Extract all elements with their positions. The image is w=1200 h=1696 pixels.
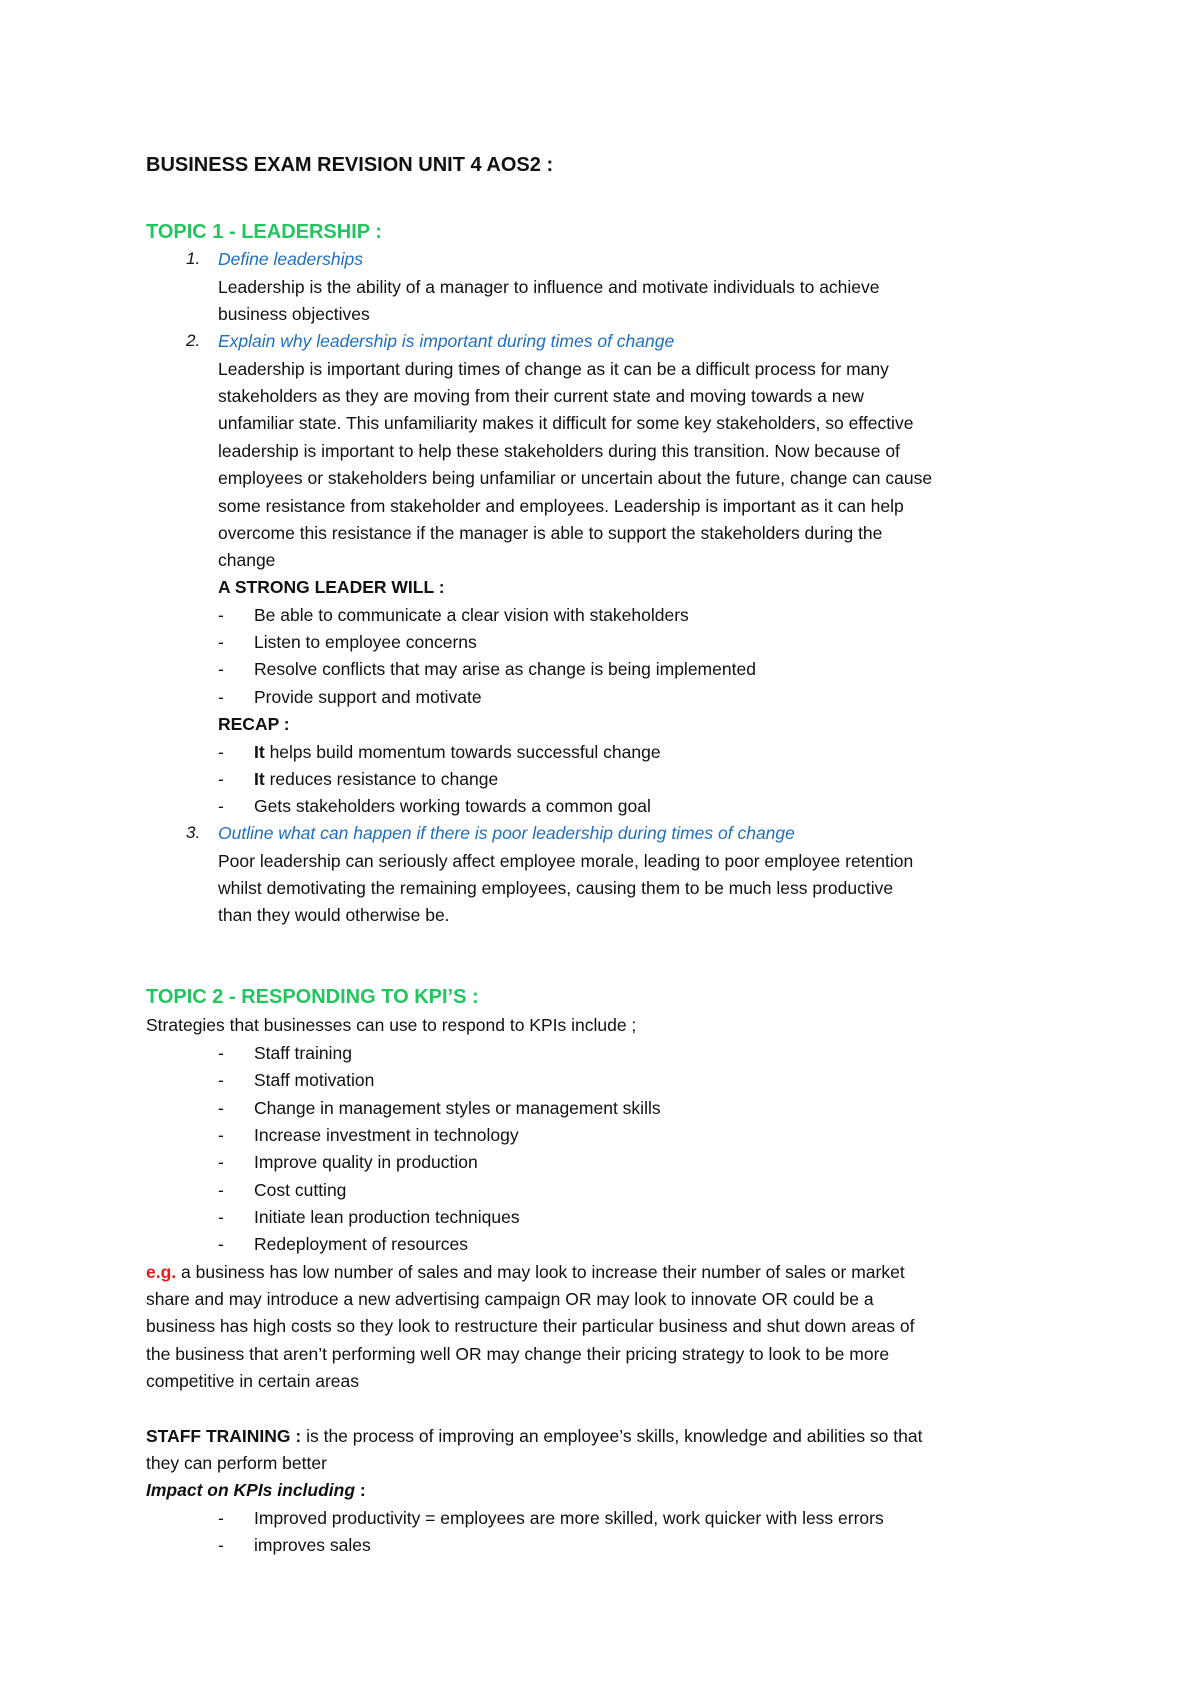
bullet-dash: - bbox=[218, 742, 224, 762]
strong-leader-item: Provide support and motivate bbox=[254, 687, 482, 707]
q2-answer-line: stakeholders as they are moving from their current state and moving towards a new bbox=[218, 386, 864, 406]
bullet-dash: - bbox=[218, 1180, 224, 1200]
bullet-dash: - bbox=[218, 632, 224, 652]
bullet-dash: - bbox=[218, 1508, 224, 1528]
q2-answer-line: change bbox=[218, 550, 276, 570]
bullet-dash: - bbox=[218, 796, 224, 816]
staff-training-label: STAFF TRAINING : bbox=[146, 1426, 302, 1446]
bullet-dash: - bbox=[218, 1125, 224, 1145]
example-line: business has high costs so they look to restructure their particular business and shut down areas of bbox=[146, 1316, 915, 1336]
strategy-item: Initiate lean production techniques bbox=[254, 1207, 520, 1227]
example-label: e.g. bbox=[146, 1262, 177, 1282]
q2-answer-line: employees or stakeholders being unfamiliar or uncertain about the future, change can cause bbox=[218, 468, 933, 488]
q3-answer-line: Poor leadership can seriously affect employee morale, leading to poor employee retention bbox=[218, 851, 914, 871]
strategy-item: Staff motivation bbox=[254, 1070, 375, 1090]
recap-item-text: Gets stakeholders working towards a common goal bbox=[254, 796, 651, 816]
bullet-dash: - bbox=[218, 1234, 224, 1254]
bullet-dash: - bbox=[218, 1152, 224, 1172]
q2-answer-line: unfamiliar state. This unfamiliarity makes it difficult for some key stakeholders, so effective bbox=[218, 413, 914, 433]
bullet-dash: - bbox=[218, 687, 224, 707]
strong-leader-item: Resolve conflicts that may arise as change is being implemented bbox=[254, 659, 756, 679]
impact-heading bbox=[146, 1480, 366, 1500]
bullet-dash: - bbox=[218, 659, 224, 679]
q2-answer-line: leadership is important to help these stakeholders during this transition. Now because of bbox=[218, 441, 900, 461]
recap-item bbox=[254, 796, 651, 816]
bullet-dash: - bbox=[218, 1043, 224, 1063]
topic-1-heading: TOPIC 1 - LEADERSHIP : bbox=[146, 221, 382, 243]
recap-item-text: reduces resistance to change bbox=[264, 769, 499, 789]
q2-answer-line: overcome this resistance if the manager is able to support the stakeholders during the bbox=[218, 523, 883, 543]
recap-heading: RECAP : bbox=[218, 714, 290, 734]
strategy-item: Increase investment in technology bbox=[254, 1125, 519, 1145]
recap-item bbox=[254, 742, 661, 762]
topic-2-intro: Strategies that businesses can use to respond to KPIs include ; bbox=[146, 1015, 637, 1035]
strategy-item: Improve quality in production bbox=[254, 1152, 478, 1172]
strategy-item: Cost cutting bbox=[254, 1180, 347, 1200]
example-line: share and may introduce a new advertising campaign OR may look to innovate OR could be a bbox=[146, 1289, 874, 1309]
recap-item bbox=[254, 769, 498, 789]
staff-training-text: is the process of improving an employee’s skills, knowledge and abilities so that bbox=[301, 1426, 923, 1446]
document-title: BUSINESS EXAM REVISION UNIT 4 AOS2 : bbox=[146, 154, 554, 176]
q3-question: Outline what can happen if there is poor leadership during times of change bbox=[218, 823, 795, 843]
example-text: a business has low number of sales and may look to increase their number of sales or market bbox=[176, 1262, 905, 1282]
q2-number: 2. bbox=[186, 331, 201, 350]
impact-item: improves sales bbox=[254, 1535, 371, 1555]
q2-question: Explain why leadership is important during times of change bbox=[218, 331, 675, 351]
q2-answer-line: some resistance from stakeholder and employees. Leadership is important as it can help bbox=[218, 496, 904, 516]
strong-leader-heading: A STRONG LEADER WILL : bbox=[218, 577, 445, 597]
recap-item-bold: It bbox=[254, 742, 265, 762]
bullet-dash: - bbox=[218, 605, 224, 625]
q1-number: 1. bbox=[186, 249, 201, 268]
strategy-item: Staff training bbox=[254, 1043, 352, 1063]
bullet-dash: - bbox=[218, 1098, 224, 1118]
impact-colon: : bbox=[355, 1480, 366, 1500]
bullet-dash: - bbox=[218, 1070, 224, 1090]
strong-leader-item: Listen to employee concerns bbox=[254, 632, 477, 652]
q1-answer-line: business objectives bbox=[218, 304, 370, 324]
strategy-item: Change in management styles or management skills bbox=[254, 1098, 661, 1118]
topic-2-heading: TOPIC 2 - RESPONDING TO KPI’S : bbox=[146, 986, 479, 1008]
q3-answer-line: than they would otherwise be. bbox=[218, 905, 450, 925]
impact-item: Improved productivity = employees are more skilled, work quicker with less errors bbox=[254, 1508, 884, 1528]
example-line: the business that aren’t performing well OR may change their pricing strategy to look to be more bbox=[146, 1344, 890, 1364]
staff-training-line bbox=[146, 1426, 922, 1446]
recap-item-bold: It bbox=[254, 769, 265, 789]
q1-question: Define leaderships bbox=[218, 249, 363, 269]
q1-answer-line: Leadership is the ability of a manager to influence and motivate individuals to achieve bbox=[218, 277, 880, 297]
staff-training-line: they can perform better bbox=[146, 1453, 327, 1473]
example-line: competitive in certain areas bbox=[146, 1371, 360, 1391]
recap-item-text: helps build momentum towards successful change bbox=[264, 742, 661, 762]
strong-leader-item: Be able to communicate a clear vision with stakeholders bbox=[254, 605, 689, 625]
q2-answer-line: Leadership is important during times of change as it can be a difficult process for many bbox=[218, 359, 889, 379]
q3-answer-line: whilst demotivating the remaining employees, causing them to be much less productive bbox=[218, 878, 894, 898]
example-line bbox=[146, 1262, 905, 1282]
bullet-dash: - bbox=[218, 1207, 224, 1227]
bullet-dash: - bbox=[218, 769, 224, 789]
impact-label: Impact on KPIs including bbox=[146, 1480, 356, 1500]
q3-number: 3. bbox=[186, 823, 201, 842]
strategy-item: Redeployment of resources bbox=[254, 1234, 468, 1254]
bullet-dash: - bbox=[218, 1535, 224, 1555]
